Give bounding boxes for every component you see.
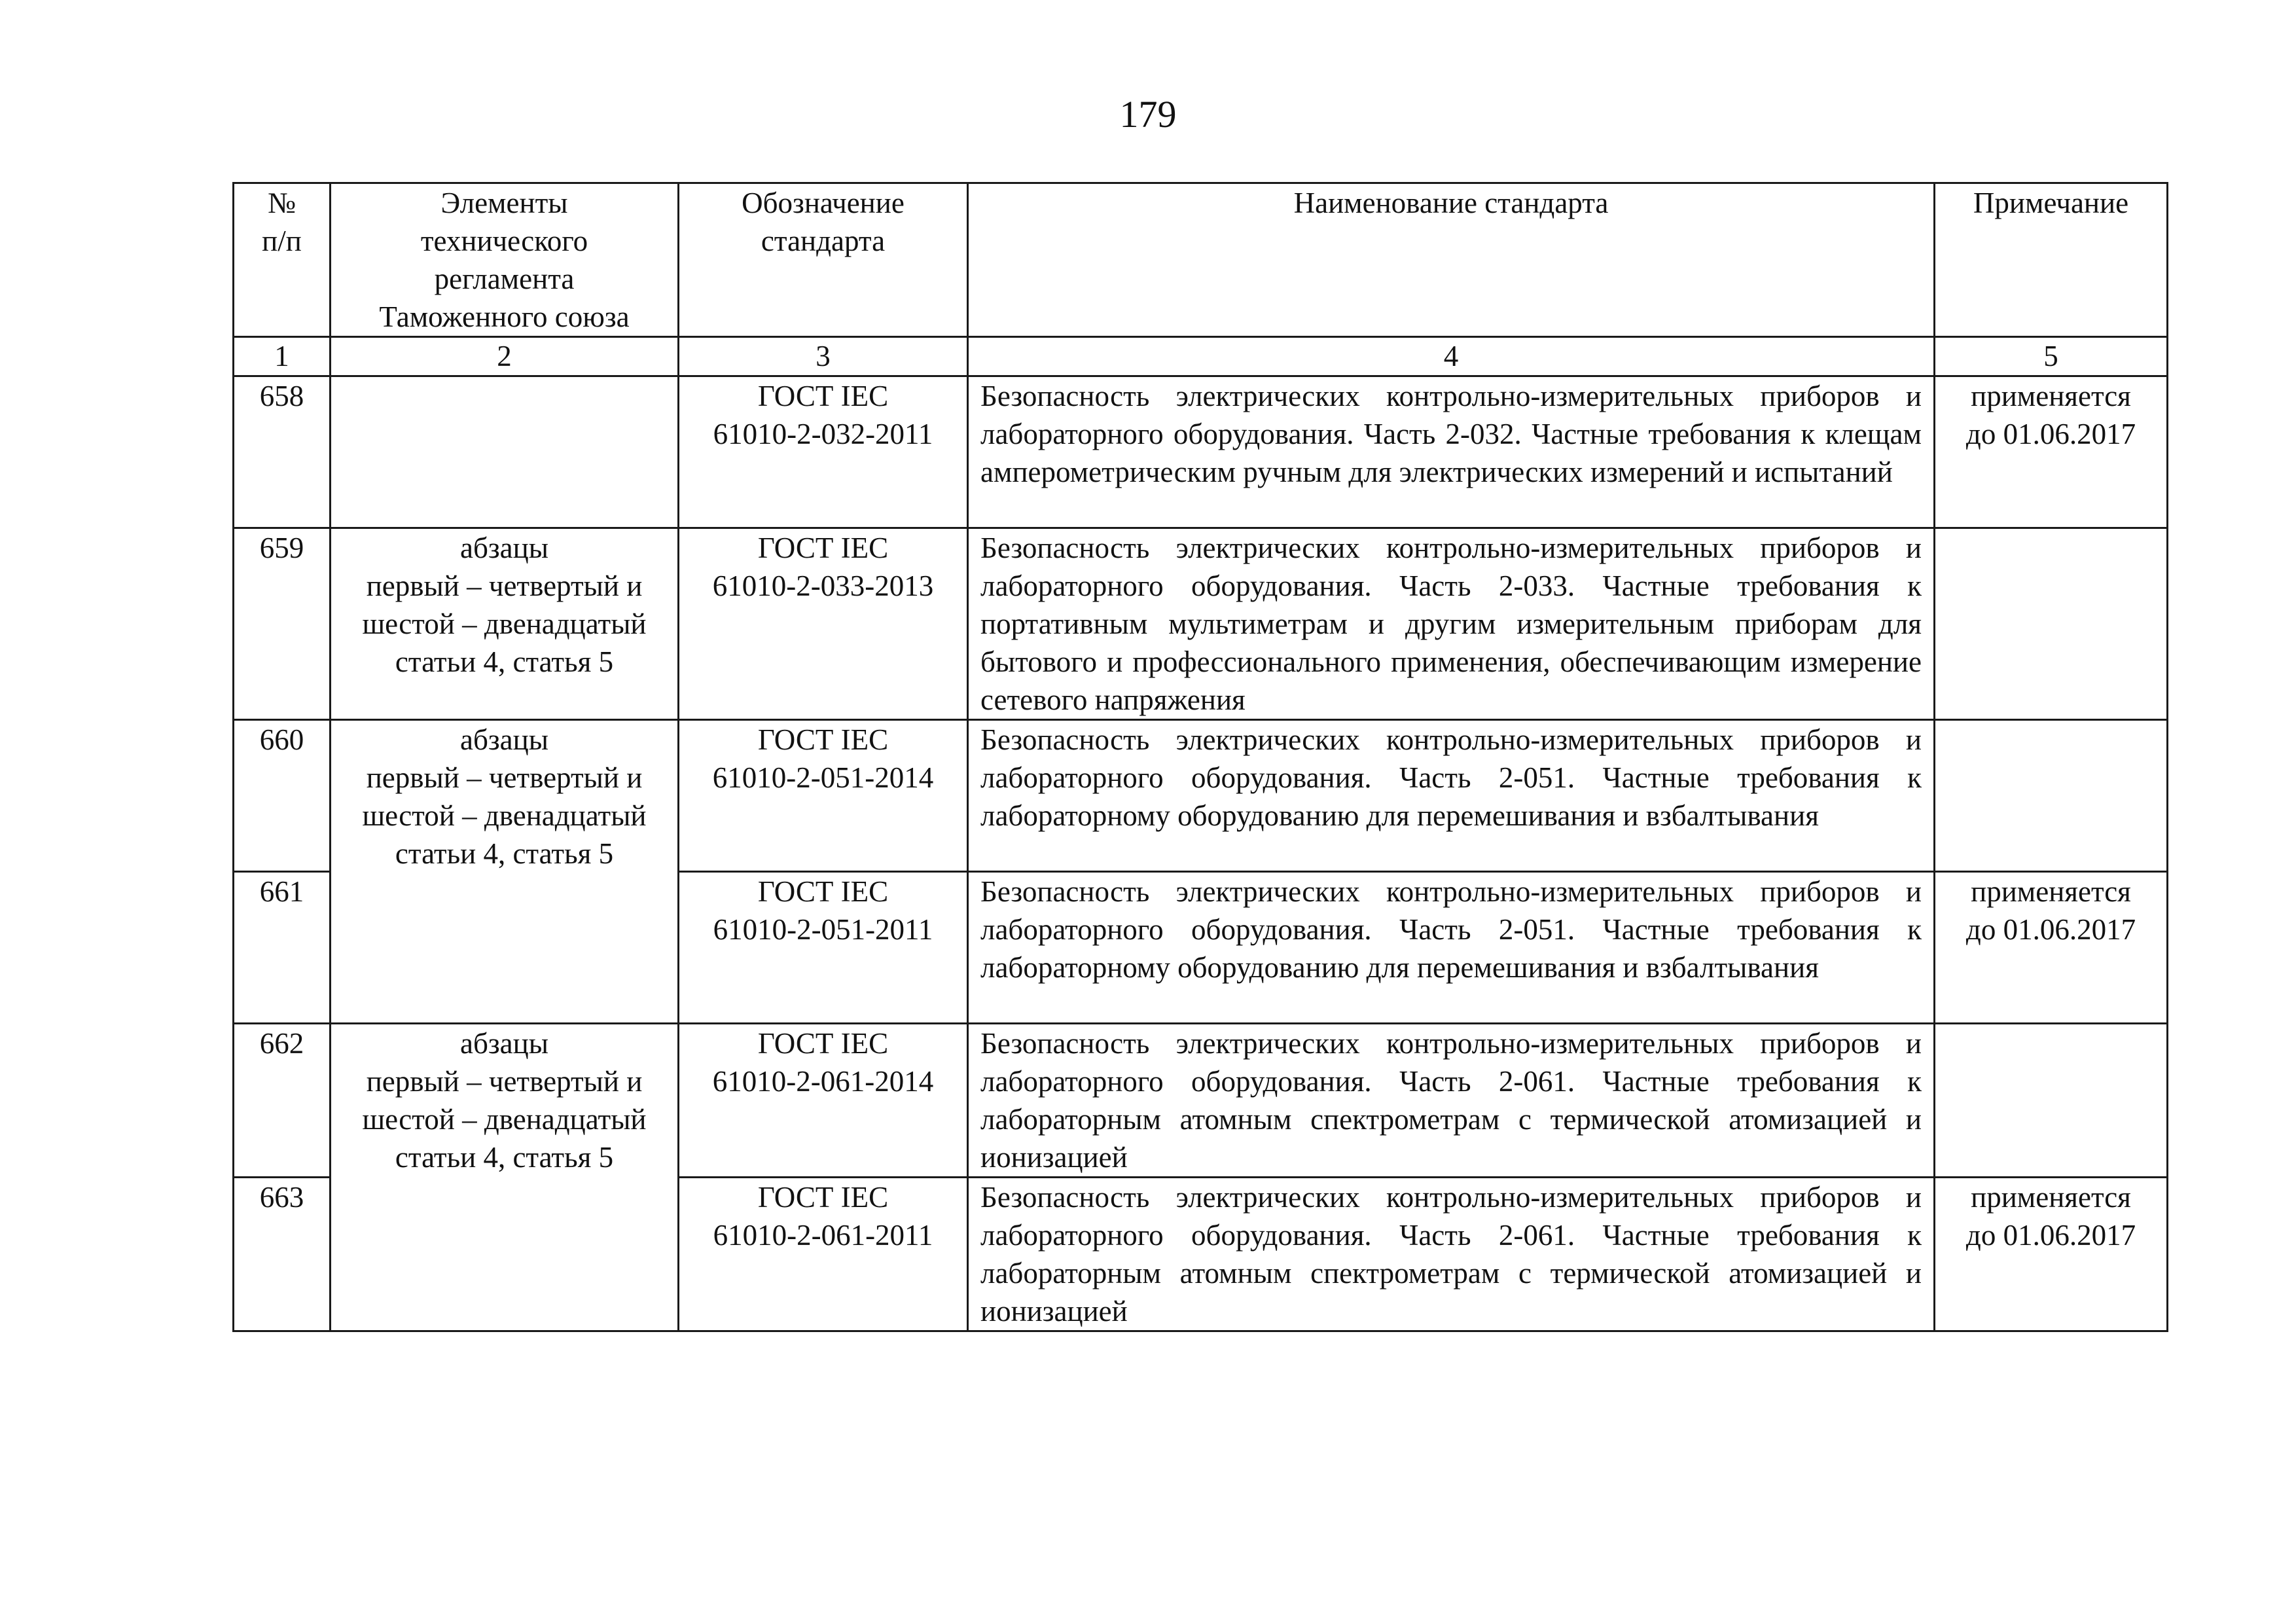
row-standard-name: Безопасность электрических контрольно-измерительных приборов и лабораторного оборудования. Часть 2-061. Частные требования к лабораторным атомным спектрометрам с термической атомизацией и ионизацией: [968, 1178, 1935, 1331]
row-note: [1935, 528, 2168, 720]
row-elements: абзацы первый – четвертый и шестой – двенадцатый статьи 4, статья 5: [331, 720, 679, 1024]
row-elements: абзацы первый – четвертый и шестой – двенадцатый статьи 4, статья 5: [331, 1024, 679, 1331]
row-note: применяется до 01.06.2017: [1935, 872, 2168, 1024]
row-note: [1935, 720, 2168, 872]
row-elements: [331, 376, 679, 528]
column-number: 4: [968, 337, 1935, 376]
header-name: Наименование стандарта: [968, 183, 1935, 337]
standards-table: [232, 182, 2168, 1332]
row-designation: ГОСТ IEC 61010-2-051-2011: [679, 872, 968, 1024]
row-num: 660: [234, 720, 331, 872]
column-number: 1: [234, 337, 331, 376]
row-designation: ГОСТ IEC 61010-2-033-2013: [679, 528, 968, 720]
row-note: [1935, 1024, 2168, 1178]
row-note: применяется до 01.06.2017: [1935, 376, 2168, 528]
row-standard-name: Безопасность электрических контрольно-измерительных приборов и лабораторного оборудования. Часть 2-061. Частные требования к лабораторным атомным спектрометрам с термической атомизацией и ионизацией: [968, 1024, 1935, 1178]
row-standard-name: Безопасность электрических контрольно-измерительных приборов и лабораторного оборудования. Часть 2-051. Частные требования к лабораторному оборудованию для перемешивания и взбалтывания: [968, 872, 1935, 1024]
table-row: [234, 528, 2168, 720]
header-note: Примечание: [1935, 183, 2168, 337]
row-standard-name: Безопасность электрических контрольно-измерительных приборов и лабораторного оборудования. Часть 2-033. Частные требования к портативным мультиметрам и другим измерительным приборам для бытового и профессионального применения, обеспечивающим измерение сетевого напряжения: [968, 528, 1935, 720]
row-note: применяется до 01.06.2017: [1935, 1178, 2168, 1331]
row-num: 663: [234, 1178, 331, 1331]
column-number: 2: [331, 337, 679, 376]
page-number: 179: [1119, 93, 1177, 135]
row-num: 658: [234, 376, 331, 528]
header-elements: Элементы технического регламента Таможенного союза: [331, 183, 679, 337]
row-standard-name: Безопасность электрических контрольно-измерительных приборов и лабораторного оборудования. Часть 2-051. Частные требования к лабораторному оборудованию для перемешивания и взбалтывания: [968, 720, 1935, 872]
row-designation: ГОСТ IEC 61010-2-061-2011: [679, 1178, 968, 1331]
column-number: 5: [1935, 337, 2168, 376]
row-num: 659: [234, 528, 331, 720]
header-num: № п/п: [234, 183, 331, 337]
row-elements: абзацы первый – четвертый и шестой – двенадцатый статьи 4, статья 5: [331, 528, 679, 720]
header-designation: Обозначение стандарта: [679, 183, 968, 337]
table-row: [234, 1024, 2168, 1178]
row-designation: ГОСТ IEC 61010-2-032-2011: [679, 376, 968, 528]
table-header-row: [234, 183, 2168, 337]
row-designation: ГОСТ IEC 61010-2-051-2014: [679, 720, 968, 872]
row-num: 661: [234, 872, 331, 1024]
row-standard-name: Безопасность электрических контрольно-измерительных приборов и лабораторного оборудования. Часть 2-032. Частные требования к клещам амперометрическим ручным для электрических измерений и испытаний: [968, 376, 1935, 528]
table-row: [234, 376, 2168, 528]
column-number: 3: [679, 337, 968, 376]
row-num: 662: [234, 1024, 331, 1178]
table-row: [234, 720, 2168, 872]
column-numbers-row: [234, 337, 2168, 376]
row-designation: ГОСТ IEC 61010-2-061-2014: [679, 1024, 968, 1178]
